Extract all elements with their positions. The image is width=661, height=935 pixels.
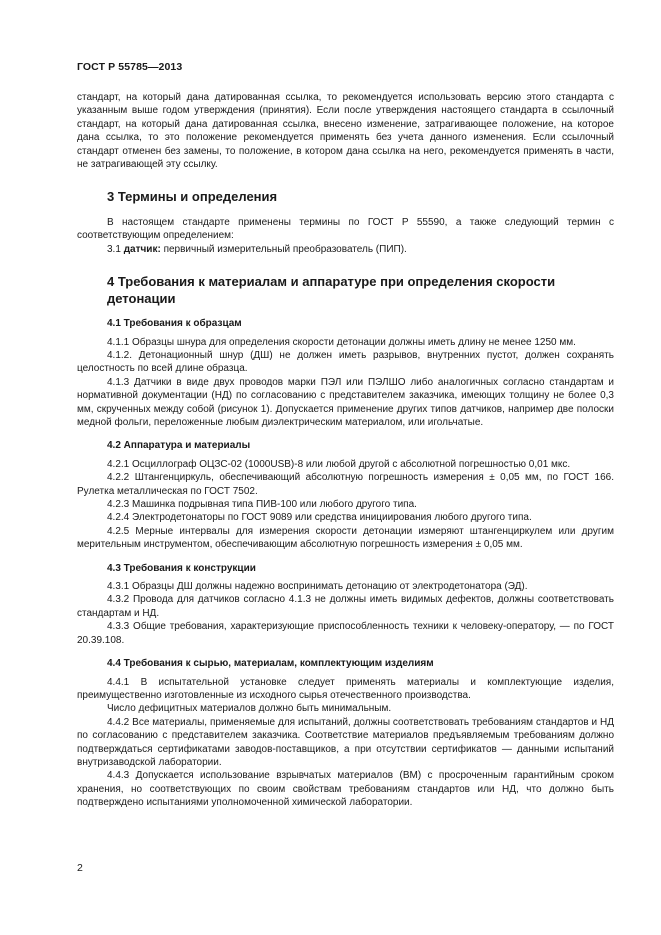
paragraph-4-1-2: 4.1.2. Детонационный шнур (ДШ) не должен иметь разрывов, внутренних пустот, должен сохранять целостность по всей длине образца. bbox=[77, 349, 614, 375]
paragraph-4-2-3: 4.2.3 Машинка подрывная типа ПИВ-100 или любого другого типа. bbox=[107, 499, 417, 511]
section-3-heading: 3 Термины и определения bbox=[107, 189, 278, 205]
subsection-4-1-heading: 4.1 Требования к образцам bbox=[107, 318, 242, 330]
paragraph-4-4-1: 4.4.1 В испытательной установке следует применять материалы и комплектующие изделия, преимущественно изготовленные из исходного сырья отечественного производства. bbox=[77, 676, 614, 701]
paragraph-4-3-1: 4.3.1 Образцы ДШ должны надежно воспринимать детонацию от электродетонатора (ЭД). bbox=[107, 581, 528, 593]
subsection-4-3-heading: 4.3 Требования к конструкции bbox=[107, 562, 256, 574]
section-4-heading: 4 Требования к материалам и аппаратуре при определения скорости детонации bbox=[107, 274, 556, 306]
paragraph-4-2-5: 4.2.5 Мерные интервалы для измерения скорости детонации измеряют штангенциркулем или другим мерительным инструментом, обеспечивающим абсолютную погрешность измерения ± 0,05 мм. bbox=[77, 525, 614, 551]
term-label: датчик: bbox=[123, 243, 161, 255]
section-3-paragraph: В настоящем стандарте применены термины по ГОСТ Р 55590, а также следующий термин с соответствующим определением: bbox=[77, 216, 614, 242]
paragraph-4-3-3: 4.3.3 Общие требования, характеризующие приспособленность техники к человеку-оператору, — по ГОСТ 20.39.108. bbox=[77, 621, 614, 646]
term-number: 3.1 bbox=[107, 243, 124, 255]
paragraph-4-3-2: 4.3.2 Провода для датчиков согласно 4.1.3 не должны иметь видимых дефектов, должны соответствовать стандартам и НД. bbox=[77, 594, 614, 619]
term-definition: первичный измерительный преобразователь (ПИП). bbox=[160, 243, 407, 255]
paragraph-4-1-1: 4.1.1 Образцы шнура для определения скорости детонации должны иметь длину не менее 1250 мм. bbox=[107, 336, 576, 348]
subsection-4-4-heading: 4.4 Требования к сырью, материалам, комплектующим изделиям bbox=[107, 658, 434, 670]
paragraph-4-2-4: 4.2.4 Электродетонаторы по ГОСТ 9089 или средства инициирования любого другого типа. bbox=[107, 512, 532, 524]
paragraph-4-2-1: 4.2.1 Осциллограф ОЦЗС-02 (1000USB)-8 или любой другой с абсолютной погрешностью 0,01 мкс. bbox=[107, 458, 571, 470]
paragraph-4-4-2: 4.4.2 Все материалы, применяемые для испытаний, должны соответствовать требованиям стандартов и НД по согласованию с представителем заказчика. Соответствие материалов предъявляемым требованиям должно подтверждаться сертификатами заводов-поставщиков, а при отсутствии сертификатов — данными испытаний внутризаводской лаборатории. bbox=[77, 716, 614, 768]
document-body bbox=[77, 91, 614, 810]
paragraph-4-4-1-note: Число дефицитных материалов должно быть минимальным. bbox=[107, 703, 392, 715]
term-definition-paragraph bbox=[77, 243, 614, 256]
paragraph-4-2-2: 4.2.2 Штангенциркуль, обеспечивающий абсолютную погрешность измерения ± 0,05 мм, по ГОСТ 166. Рулетка металлическая по ГОСТ 7502. bbox=[77, 472, 614, 497]
subsection-4-2-heading: 4.2 Аппаратура и материалы bbox=[107, 440, 251, 452]
paragraph-4-4-3: 4.4.3 Допускается использование взрывчатых материалов (ВМ) с просроченным гарантийным сроком хранения, но соответствующих по своим свойствам требованиям стандартов или НД, что должно быть подтверждено испытаниями уполномоченной химической лаборатории. bbox=[77, 770, 614, 809]
page-number: 2 bbox=[77, 862, 83, 874]
paragraph-4-1-3: 4.1.3 Датчики в виде двух проводов марки ПЭЛ или ПЭЛШО либо аналогичных согласно стандартам и нормативной документации (НД) по согласованию с представителем заказчика, имеющих толщину не более 0,3 мм, скрученных между собой (рисунок 1). Допускается применение других типов датчиков, например две полоски медной фольги, переложенные любым диэлектрическим материалом, или игольчатые. bbox=[77, 376, 614, 428]
document-header: ГОСТ Р 55785—2013 bbox=[77, 61, 183, 73]
intro-paragraph: стандарт, на который дана датированная ссылка, то рекомендуется использовать версию этого стандарта с указанным выше годом утверждения (принятия). Если после утверждения настоящего стандарта в ссылочный стандарт, на который дана датированная ссылка, внесено изменение, затрагивающее положение, на которое дана ссылка, то это положение рекомендуется применять без учета данного изменения. Если ссылочный стандарт отменен без замены, то положение, в котором дана ссылка на него, рекомендуется применять в части, не затрагивающей эту ссылку. bbox=[77, 92, 614, 171]
